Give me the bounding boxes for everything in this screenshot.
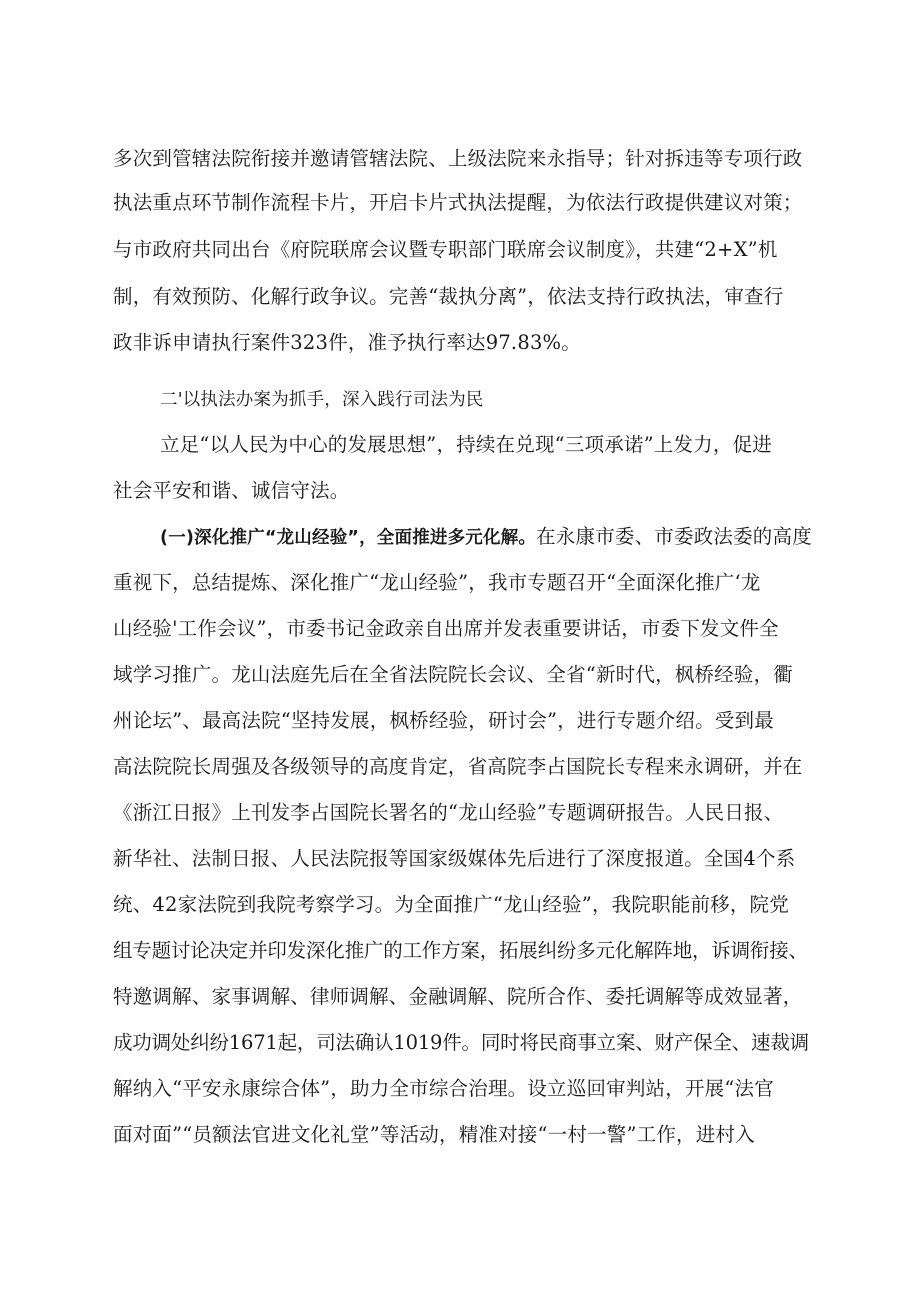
paragraph-3-lead: (一)深化推广“龙山经验”，全面推进多元化解。 — [160, 528, 537, 548]
paragraph-3-line-3: 山经验'工作会议”，市委书记金政亲自出席并发表重要讲话，市委下发文件全 — [113, 617, 779, 640]
paragraph-3-first-rest: 在永康市委、市委政法委的高度 — [536, 525, 812, 548]
paragraph-1-line-2: 执法重点环节制作流程卡片，开启卡片式执法提醒，为依法行政提供建议对策； — [113, 191, 803, 214]
paragraph-3-line-8: 新华社、法制日报、人民法院报等国家级媒体先后进行了深度报道。全国4个系 — [113, 847, 796, 870]
paragraph-3-line-6: 高法院院长周强及各级领导的高度肯定，省高院李占国院长专程来永调研，并在 — [113, 755, 803, 778]
paragraph-1-line-5: 政非诉申请执行案件323件，准予执行率达97.83%。 — [113, 331, 581, 354]
paragraph-3-line-1 — [160, 524, 813, 551]
paragraph-3-line-4: 域学习推广。龙山法庭先后在全省法院院长会议、全省“新时代，枫桥经验，衢 — [113, 663, 793, 686]
paragraph-3-line-7: 《浙江日报》上刊发李占国院长署名的“龙山经验”专题调研报告。人民日报、 — [113, 801, 784, 824]
paragraph-3-line-10: 组专题讨论决定并印发深化推广的工作方案，拓展纠纷多元化解阵地，诉调衔接、 — [113, 939, 808, 962]
paragraph-2-line-2: 社会平安和谐、诚信守法。 — [113, 479, 350, 502]
paragraph-1-line-1: 多次到管辖法院衔接并邀请管辖法院、上级法院来永指导；针对拆违等专项行政 — [113, 147, 803, 170]
paragraph-3-line-5: 州论坛”、最高法院“坚持发展，枫桥经验，研讨会”，进行专题介绍。受到最 — [113, 709, 774, 732]
paragraph-3-line-2: 重视下，总结提炼、深化推广“龙山经验”，我市专题召开“全面深化推广‘龙 — [113, 571, 761, 594]
section-heading: 二'以执法办案为抓手，深入践行司法为民 — [160, 390, 484, 410]
paragraph-2-line-1: 立足“以人民为中心的发展思想”，持续在兑现“三项承诺”上发力，促进 — [160, 433, 772, 456]
paragraph-3-line-13: 解纳入“平安永康综合体”，助力全市综合治理。设立巡回审判站，开展“法官 — [113, 1077, 774, 1100]
paragraph-3-line-9: 统、42家法院到我院考察学习。为全面推广“龙山经验”，我院职能前移，院党 — [113, 893, 789, 916]
paragraph-3-line-14: 面对面”“员额法官进文化礼堂”等活动，精准对接“一村一警”工作，进村入 — [113, 1123, 755, 1146]
paragraph-3-line-12: 成功调处纠纷1671起，司法确认1019件。同时将民商事立案、财产保全、速裁调 — [113, 1031, 809, 1054]
paragraph-1-line-4: 制，有效预防、化解行政争议。完善“裁执分离”，依法支持行政执法，审查行 — [113, 285, 784, 308]
paragraph-1-line-3: 与市政府共同出台《府院联席会议暨专职部门联席会议制度》，共建“2+X”机 — [113, 238, 778, 261]
paragraph-3-line-11: 特邀调解、家事调解、律师调解、金融调解、院所合作、委托调解等成效显著， — [113, 985, 803, 1008]
